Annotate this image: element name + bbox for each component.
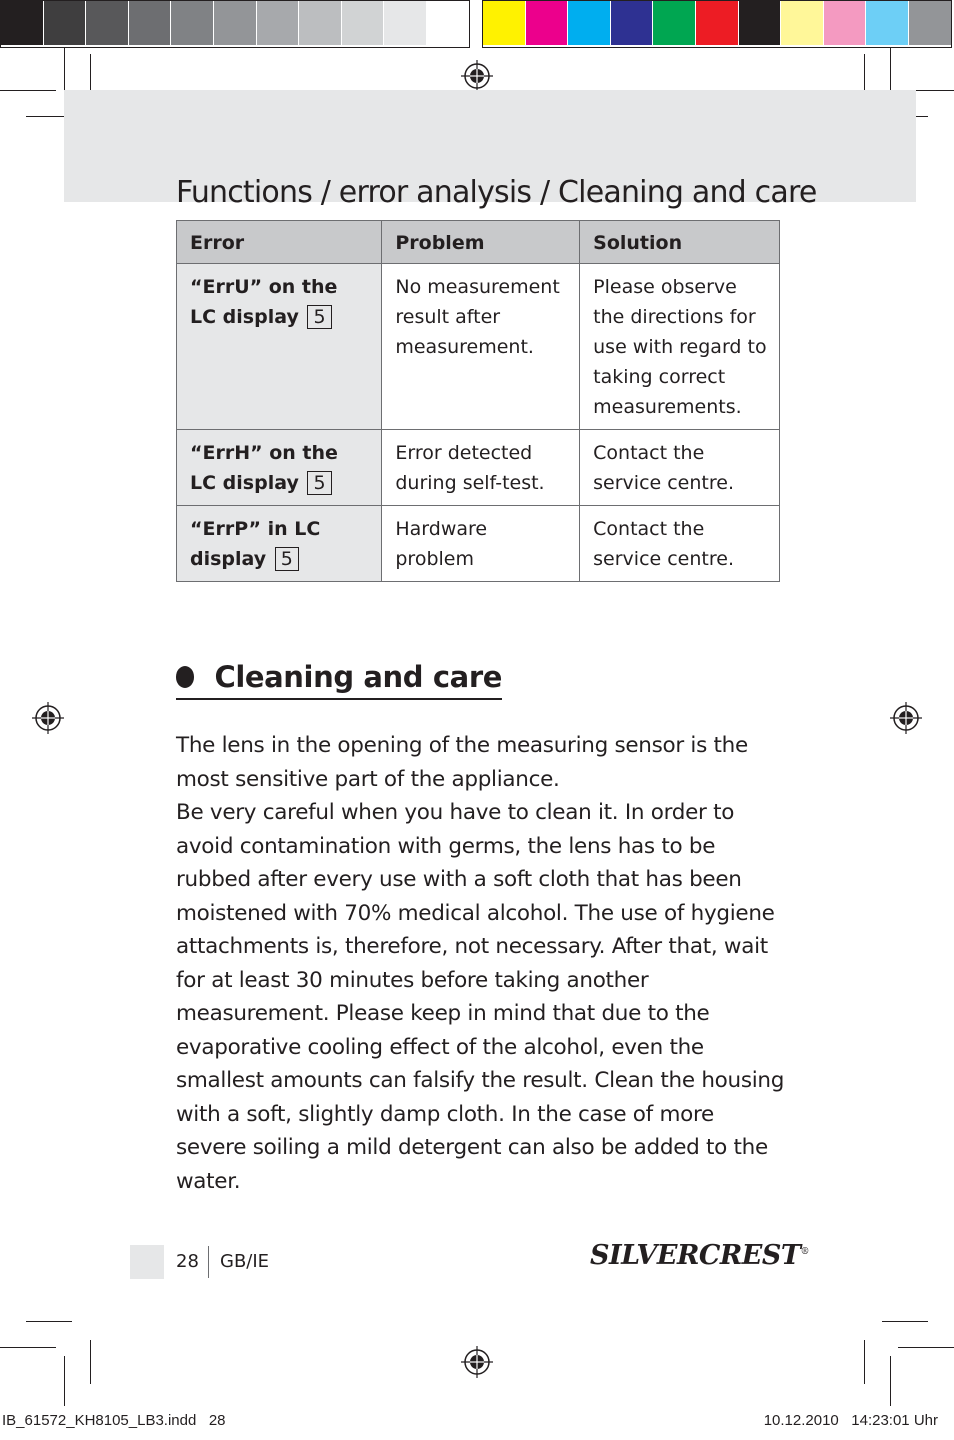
registration-crosshair-icon — [461, 60, 493, 92]
color-swatch — [342, 1, 385, 45]
solution-cell: Contact the service centre. — [580, 506, 780, 582]
color-swatch — [214, 1, 257, 45]
color-swatch — [526, 1, 569, 45]
error-text: “ErrP” in LC display — [190, 518, 321, 570]
crop-mark — [64, 1356, 65, 1406]
solution-cell: Contact the service centre. — [580, 430, 780, 506]
color-swatch — [568, 1, 611, 45]
section-body — [176, 729, 788, 1198]
table-row — [177, 264, 780, 430]
table-row — [177, 506, 780, 582]
page-title: Functions / error analysis / Cleaning and care — [176, 175, 817, 211]
color-swatch — [86, 1, 129, 45]
problem-cell: Hardware problem — [382, 506, 580, 582]
brand-logo — [590, 1240, 809, 1271]
bullet-icon — [176, 666, 194, 688]
footer-divider — [208, 1246, 209, 1278]
page-number-box — [130, 1245, 164, 1279]
grayscale-color-bar — [0, 0, 470, 48]
color-swatch — [483, 1, 526, 45]
locale-label: GB/IE — [220, 1251, 270, 1272]
color-swatch — [171, 1, 214, 45]
reference-number: 5 — [307, 471, 331, 495]
crop-mark — [64, 48, 65, 90]
solution-cell: Please observe the directions for use with regard to taking correct measurements. — [580, 264, 780, 430]
table-header-row — [177, 221, 780, 264]
crop-mark — [898, 1347, 954, 1348]
error-table — [176, 220, 780, 582]
crop-mark — [90, 1340, 91, 1384]
color-swatch — [44, 1, 87, 45]
error-cell — [177, 264, 382, 430]
section-heading — [176, 656, 502, 700]
registration-crosshair-icon — [32, 702, 64, 734]
color-swatch — [653, 1, 696, 45]
registration-crosshair-icon — [890, 702, 922, 734]
crop-mark — [0, 1347, 56, 1348]
color-swatch — [257, 1, 300, 45]
table-row — [177, 430, 780, 506]
color-swatch — [866, 1, 909, 45]
color-swatch — [611, 1, 654, 45]
error-text: “ErrU” on the LC display — [190, 276, 338, 328]
problem-cell: No measurement result after measurement. — [382, 264, 580, 430]
brand-name: SILVERCREST — [590, 1240, 801, 1271]
section-title: Cleaning and care — [214, 660, 502, 694]
color-swatch — [1, 1, 44, 45]
registered-mark: ® — [800, 1247, 809, 1257]
crop-mark — [864, 1340, 865, 1384]
error-text: “ErrH” on the LC display — [190, 442, 338, 494]
column-header-problem: Problem — [382, 221, 580, 264]
color-swatch — [384, 1, 427, 45]
crop-mark — [26, 1321, 72, 1322]
crop-mark — [890, 48, 891, 90]
color-swatch — [781, 1, 824, 45]
crop-mark — [882, 1321, 928, 1322]
color-swatch — [129, 1, 172, 45]
crop-mark — [0, 90, 56, 91]
error-cell — [177, 506, 382, 582]
registration-crosshair-icon — [461, 1346, 493, 1378]
color-swatch — [427, 1, 469, 45]
reference-number: 5 — [275, 547, 299, 571]
paragraph: Be very careful when you have to clean it. In order to avoid contamination with germs, the lens has to be rubbed after every use with a soft cloth that has been moistened with 70% medical alcohol. The use of hygiene attachments is, therefore, not necessary. After that, wait for at least 30 minutes before taking another measurement. Please keep in mind that due to the evaporative cooling effect of the alcohol, even the smallest amounts can falsify the result. Clean the housing with a soft, slightly damp cloth. In the case of more severe soiling a mild detergent can also be added to the water. — [176, 800, 785, 1194]
print-slug-date: 10.12.2010 14:23:01 Uhr — [763, 1412, 938, 1429]
color-swatch — [739, 1, 782, 45]
error-cell — [177, 430, 382, 506]
page-number: 28 — [176, 1251, 199, 1272]
reference-number: 5 — [307, 305, 331, 329]
print-slug-file: IB_61572_KH8105_LB3.indd 28 — [2, 1412, 226, 1429]
paragraph: The lens in the opening of the measuring sensor is the most sensitive part of the appliance. — [176, 733, 748, 792]
column-header-error: Error — [177, 221, 382, 264]
color-swatch — [696, 1, 739, 45]
color-swatch — [909, 1, 951, 45]
color-swatch — [824, 1, 867, 45]
column-header-solution: Solution — [580, 221, 780, 264]
crop-mark — [890, 1356, 891, 1406]
cmyk-color-bar — [482, 0, 952, 48]
color-swatch — [299, 1, 342, 45]
problem-cell: Error detected during self-test. — [382, 430, 580, 506]
